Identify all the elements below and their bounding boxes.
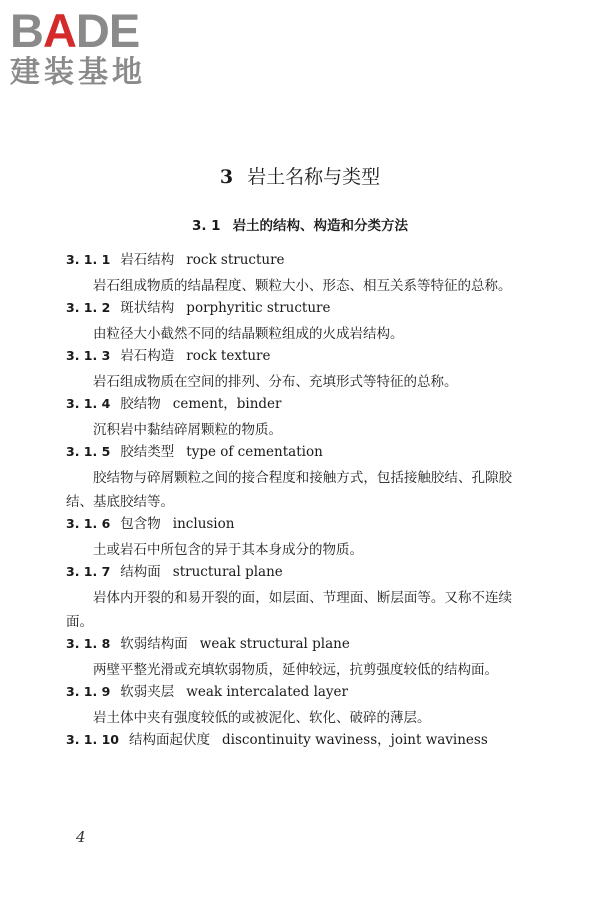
term-entry <box>66 514 512 562</box>
term-heading <box>66 562 512 586</box>
term-english: type of cementation <box>186 444 323 460</box>
term-definition: 岩体内开裂的和易开裂的面，如层面、节理面、断层面等。又称不连续面。 <box>66 590 512 630</box>
term-english: weak intercalated layer <box>186 684 349 700</box>
term-english: discontinuity waviness，joint waviness <box>222 732 488 748</box>
term-entry <box>66 298 512 346</box>
term-number: 3. 1. 10 <box>66 732 119 747</box>
term-heading <box>66 634 512 658</box>
term-heading <box>66 250 512 274</box>
term-entry <box>66 394 512 442</box>
term-entry <box>66 250 512 298</box>
term-heading <box>66 682 512 706</box>
term-definition: 岩石组成物质的结晶程度、颗粒大小、形态、相互关系等特征的总称。 <box>93 278 512 294</box>
term-english: cement，binder <box>172 396 282 412</box>
section-number: 3. 1 <box>191 218 221 234</box>
bade-logo <box>10 6 180 92</box>
term-english: structural plane <box>172 564 283 580</box>
term-english: inclusion <box>172 516 235 532</box>
term-chinese: 软弱夹层 <box>120 684 175 700</box>
term-heading <box>66 442 512 466</box>
term-english: rock texture <box>186 348 271 364</box>
logo-wordmark: BADE <box>10 4 140 57</box>
term-definition: 胶结物与碎屑颗粒之间的接合程度和接触方式，包括接触胶结、孔隙胶结、基底胶结等。 <box>66 470 512 510</box>
term-number: 3. 1. 6 <box>66 516 111 531</box>
term-english: weak structural plane <box>199 636 350 652</box>
term-entry <box>66 682 512 730</box>
term-number: 3. 1. 3 <box>66 348 111 363</box>
term-heading <box>66 730 512 754</box>
logo-subtitle: 建装基地 <box>10 55 146 90</box>
term-heading <box>66 298 512 322</box>
term-chinese: 软弱结构面 <box>120 636 188 652</box>
term-entry <box>66 442 512 514</box>
term-definition: 岩土体中夹有强度较低的或被泥化、软化、破碎的薄层。 <box>93 710 431 726</box>
chapter-number: 3 <box>219 166 234 188</box>
term-list <box>66 250 512 754</box>
term-chinese: 岩石构造 <box>120 348 175 364</box>
term-entry <box>66 634 512 682</box>
term-number: 3. 1. 9 <box>66 684 111 699</box>
term-chinese: 胶结类型 <box>120 444 175 460</box>
term-definition: 由粒径大小截然不同的结晶颗粒组成的火成岩结构。 <box>93 326 404 342</box>
chapter-title-text: 岩土名称与类型 <box>247 166 381 188</box>
term-chinese: 胶结物 <box>120 396 161 412</box>
term-number: 3. 1. 1 <box>66 252 111 267</box>
term-chinese: 岩石结构 <box>120 252 175 268</box>
term-entry <box>66 346 512 394</box>
section-title <box>0 216 600 236</box>
term-heading <box>66 346 512 370</box>
term-number: 3. 1. 2 <box>66 300 111 315</box>
term-number: 3. 1. 4 <box>66 396 111 411</box>
term-chinese: 结构面起伏度 <box>129 732 210 748</box>
term-number: 3. 1. 5 <box>66 444 111 459</box>
term-entry <box>66 730 512 754</box>
term-number: 3. 1. 8 <box>66 636 111 651</box>
term-chinese: 结构面 <box>120 564 161 580</box>
page-number: 4 <box>76 828 86 846</box>
chapter-title <box>0 164 600 190</box>
term-english: porphyritic structure <box>186 300 331 316</box>
term-definition: 两壁平整光滑或充填软弱物质，延伸较远，抗剪强度较低的结构面。 <box>93 662 498 678</box>
term-definition: 岩石组成物质在空间的排列、分布、充填形式等特征的总称。 <box>93 374 458 390</box>
term-number: 3. 1. 7 <box>66 564 111 579</box>
term-entry <box>66 562 512 634</box>
term-chinese: 斑状结构 <box>120 300 175 316</box>
term-definition: 土或岩石中所包含的异于其本身成分的物质。 <box>93 542 363 558</box>
term-english: rock structure <box>186 252 285 268</box>
section-title-text: 岩土的结构、构造和分类方法 <box>232 218 409 234</box>
term-heading <box>66 394 512 418</box>
term-heading <box>66 514 512 538</box>
term-definition: 沉积岩中黏结碎屑颗粒的物质。 <box>93 422 282 438</box>
term-chinese: 包含物 <box>120 516 161 532</box>
